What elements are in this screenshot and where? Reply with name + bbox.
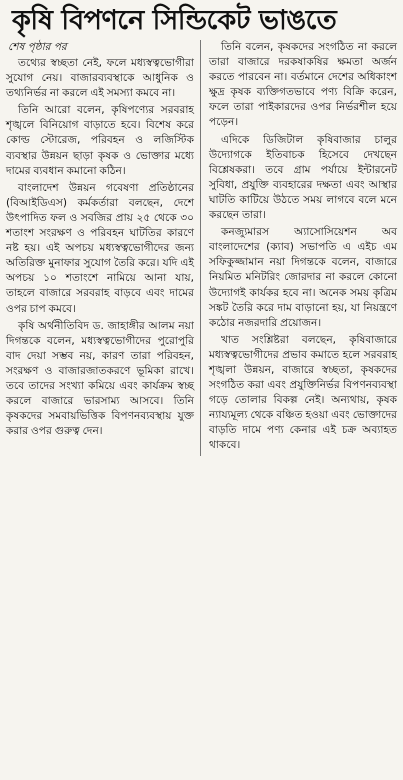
paragraph: তিনি আরো বলেন, কৃষিপণ্যের সরবরাহ শৃঙ্খলে বিনিয়োগ বাড়াতে হবে। বিশেষ করে কোল্ড স্টোরেজ, পরিবহন ও লজিস্টিক ব্যবস্থার উন্নয়ন ছাড়া কৃষক ও ভোক্তার মধ্যে দামের ব্যবধান কমানো কঠিন।: [6, 104, 194, 177]
article-headline: কৃষি বিপণনে সিন্ডিকেট ভাঙতে: [12, 5, 337, 36]
article-body: [6, 40, 397, 456]
right-column: [209, 40, 397, 456]
left-column: [6, 40, 201, 456]
paragraph: এদিকে ডিজিটাল কৃষিবাজার চালুর উদ্যোগকে ইতিবাচক হিসেবে দেখছেন বিশ্লেষকরা। তবে গ্রাম পর্যায়ে ইন্টারনেট সুবিধা, প্রযুক্তি ব্যবহারের দক্ষতা এবং আস্থার ঘাটতি কাটিয়ে উঠতে সময় লাগবে বলে মনে করছেন তারা।: [209, 133, 397, 222]
paragraph: তিনি বলেন, কৃষকদের সংগঠিত না করলে তারা বাজারে দরকষাকষির ক্ষমতা অর্জন করতে পারবেন না। বর্তমানে দেশের অধিকাংশ ক্ষুদ্র কৃষক ব্যক্তিগতভাবে পণ্য বিক্রি করেন, ফলে তারা পাইকারদের ওপর নির্ভরশীল হয়ে পড়েন।: [209, 41, 397, 129]
paragraph: কৃষি অর্থনীতিবিদ ড. জাহাঙ্গীর আলম নয়া দিগন্তকে বলেন, মধ্যস্বত্বভোগীদের পুরোপুরি বাদ দেয়া সম্ভব নয়, কারণ তারা পরিবহন, সংরক্ষণ ও বাজারজাতকরণে ভূমিকা রাখে। তবে তাদের সংখ্যা কমিয়ে এবং কার্যক্রম স্বচ্ছ করলে বাজারে ভারসাম্য আসবে। তিনি কৃষকদের সমবায়ভিত্তিক বিপণনব্যবস্থায় যুক্ত করার ওপর গুরুত্ব দেন।: [6, 319, 194, 438]
paragraph: খাত সংশ্লিষ্টরা বলছেন, কৃষিবাজারে মধ্যস্বত্বভোগীদের প্রভাব কমাতে হলে সরবরাহ শৃঙ্খলা উন্নয়ন, বাজারে স্বচ্ছতা, কৃষকদের সংগঠিত করা এবং প্রযুক্তিনির্ভর বিপণনব্যবস্থা গড়ে তোলার বিকল্প নেই। অন্যথায়, কৃষক ন্যায্যমূল্য থেকে বঞ্চিত হওয়া এবং ভোক্তাদের বাড়তি দামে পণ্য কেনার এই চক্র অব্যাহত থাকবে।: [209, 333, 397, 452]
paragraph: কনজ্যুমারস অ্যাসোসিয়েশন অব বাংলাদেশের (ক্যাব) সভাপতি এ এইচ এম সফিকুজ্জামান নয়া দিগন্তকে বলেন, বাজারে নিয়মিত মনিটরিং জোরদার না করলে কোনো উদ্যোগই কার্যকর হবে না। অনেক সময় কৃত্রিম সঙ্কট তৈরি করে দাম বাড়ানো হয়, যা নিয়ন্ত্রণে কঠোর নজরদারি প্রয়োজন।: [209, 226, 397, 329]
continued-from-label: শেষ পৃষ্ঠার পর: [8, 41, 67, 53]
paragraph: বাংলাদেশ উন্নয়ন গবেষণা প্রতিষ্ঠানের (বিআইডিএস) কর্মকর্তারা বলছেন, দেশে উৎপাদিত ফল ও সবজির প্রায় ২৫ থেকে ৩০ শতাংশ সংরক্ষণ ও পরিবহন ঘাটতির কারণে নষ্ট হয়। এই অপচয় মধ্যস্বত্বভোগীদের জন্য অতিরিক্ত মুনাফার সুযোগ তৈরি করে। যদি এই অপচয় ১০ শতাংশে নামিয়ে আনা যায়, তাহলে বাজারে সরবরাহ বাড়বে এবং দামের ওপর চাপ কমবে।: [6, 181, 194, 315]
paragraph: তথ্যের স্বচ্ছতা নেই, ফলে মধ্যস্বত্বভোগীরা সুযোগ নেয়। বাজারব্যবস্থাকে আধুনিক ও তথ্যনির্ভর না করলে এই সমস্যা কমবে না।: [6, 57, 194, 100]
